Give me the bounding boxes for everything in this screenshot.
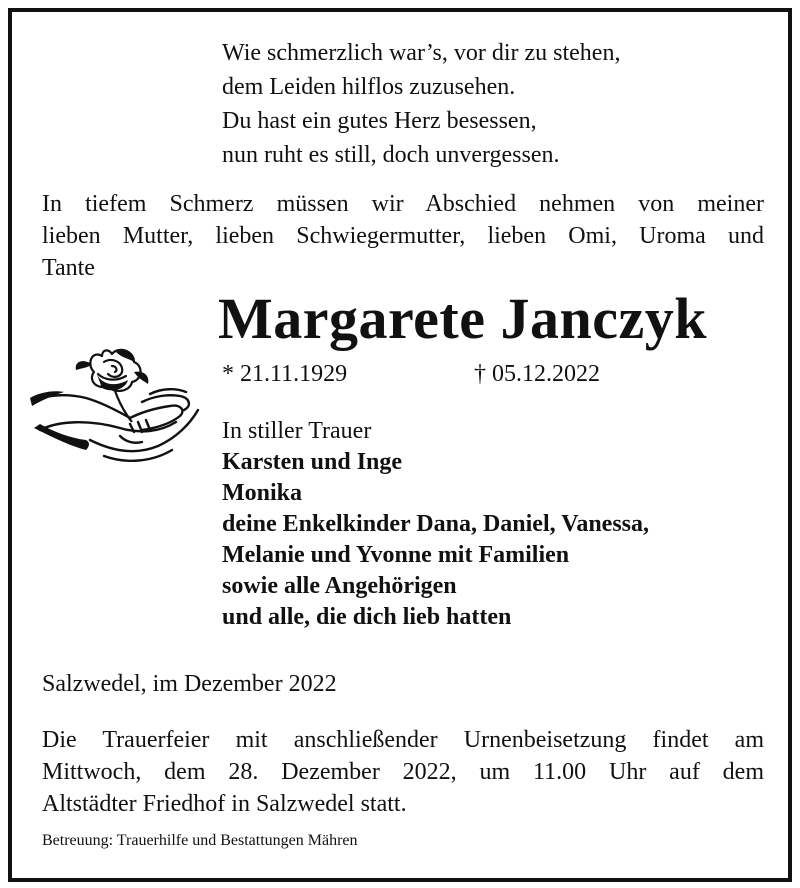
birth-date: * 21.11.1929: [222, 361, 348, 387]
mourners-heading: In stiller Trauer: [222, 418, 372, 444]
mourner-line: deine Enkelkinder Dana, Daniel, Vanessa,: [222, 511, 649, 537]
poem-line: Wie schmerzlich war’s, vor dir zu stehen,: [222, 40, 621, 66]
death-date: † 05.12.2022: [474, 361, 600, 387]
mourner-line: sowie alle Angehörigen: [222, 573, 457, 599]
intro-text: [42, 188, 764, 284]
service-info: [42, 724, 764, 820]
poem-line: nun ruht es still, doch unvergessen.: [222, 142, 560, 168]
mourners-block: [222, 416, 649, 633]
poem-line: dem Leiden hilflos zuzusehen.: [222, 74, 516, 100]
poem: [222, 36, 620, 172]
service-line: Mittwoch, dem 28. Dezember 2022, um 11.00 Uhr auf dem: [42, 759, 764, 785]
poem-line: Du hast ein gutes Herz besessen,: [222, 108, 537, 134]
obituary-frame: [8, 8, 792, 882]
deceased-name: Margarete Janczyk: [218, 286, 707, 351]
intro-line: In tiefem Schmerz müssen wir Abschied nehmen von meiner: [42, 191, 764, 217]
mourner-line: Melanie und Yvonne mit Familien: [222, 542, 570, 568]
mourner-line: und alle, die dich lieb hatten: [222, 604, 512, 630]
mourner-line: Karsten und Inge: [222, 449, 403, 475]
intro-line: lieben Mutter, lieben Schwiegermutter, lieben Omi, Uroma und: [42, 223, 764, 249]
funeral-home-credit: Betreuung: Trauerhilfe und Bestattungen Mähren: [42, 832, 358, 849]
service-line: Altstädter Friedhof in Salzwedel statt.: [42, 791, 407, 817]
intro-line: Tante: [42, 255, 95, 281]
place-date: Salzwedel, im Dezember 2022: [42, 671, 337, 697]
service-line: Die Trauerfeier mit anschließender Urnenbeisetzung findet am: [42, 727, 764, 753]
rose-in-hands-icon: [30, 328, 202, 478]
mourner-line: Monika: [222, 480, 303, 506]
